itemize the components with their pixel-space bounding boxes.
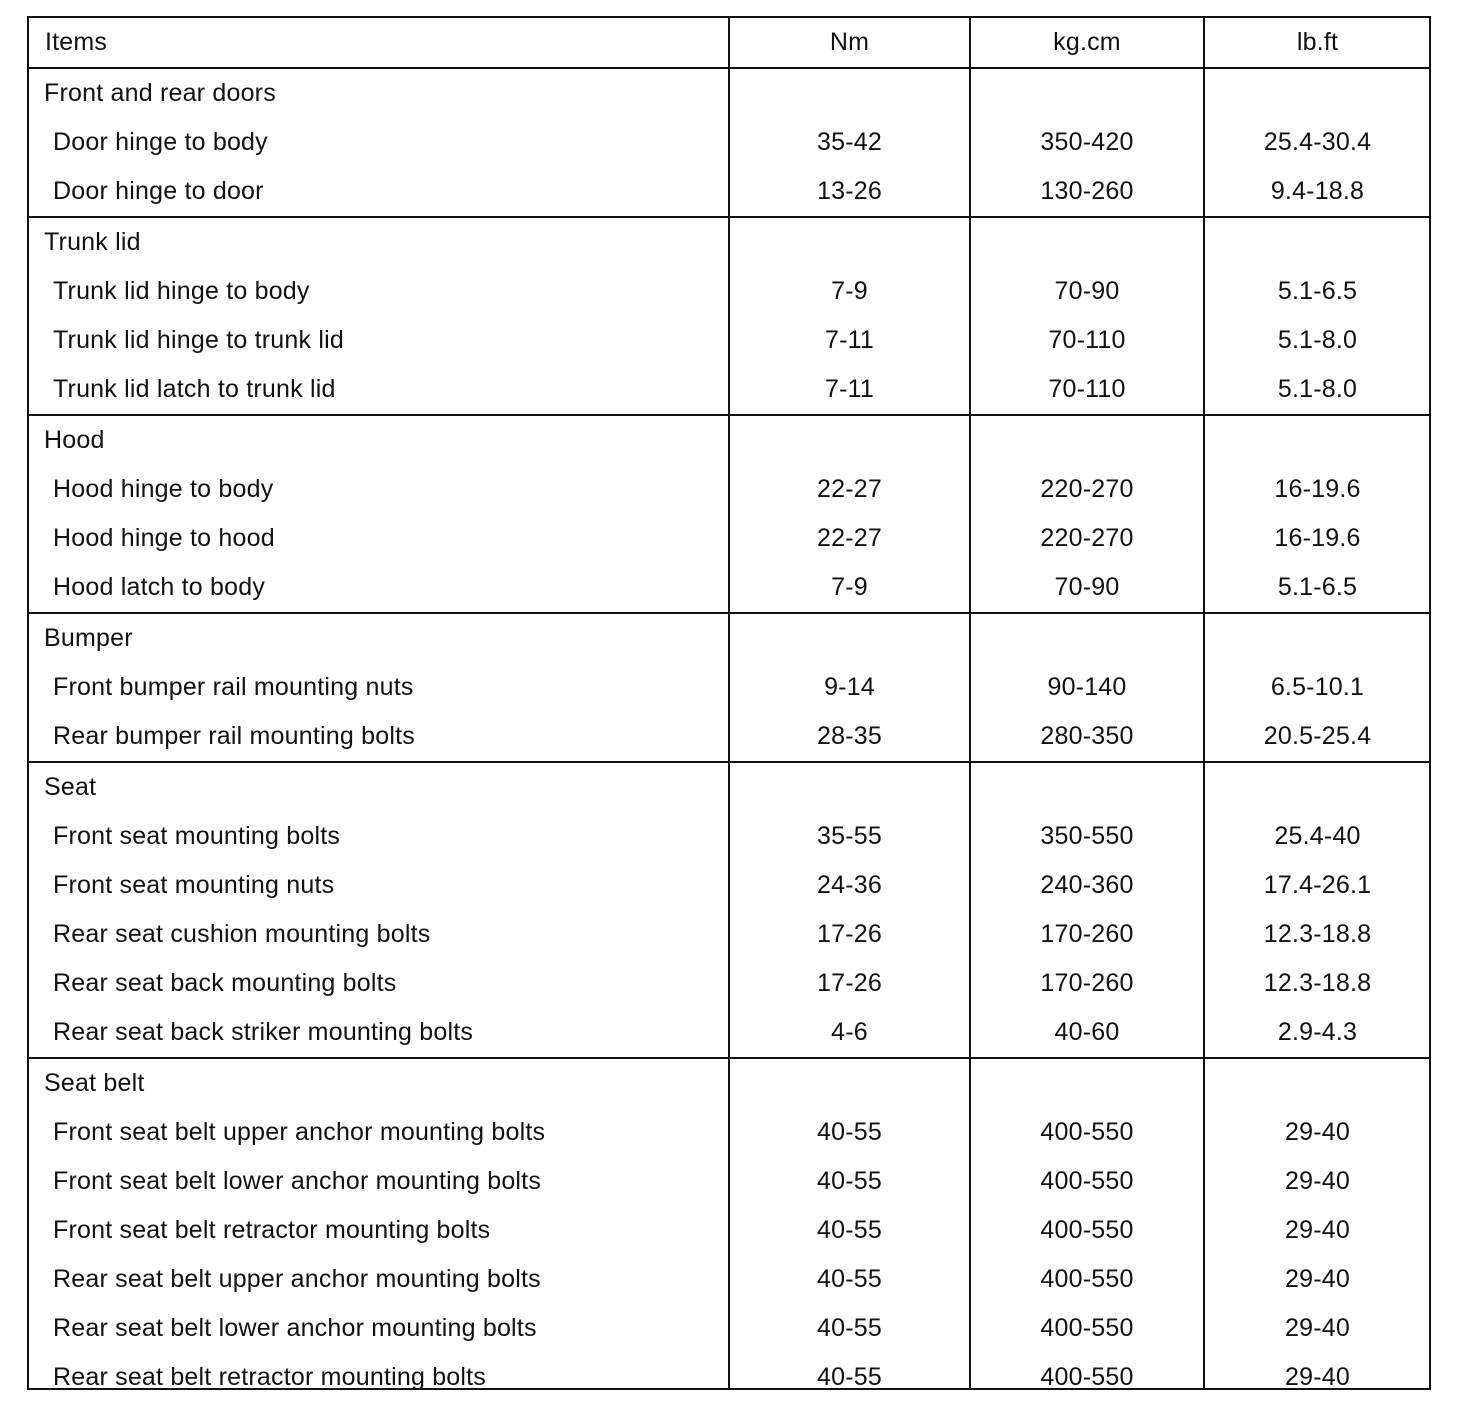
value-kgcm: 240-360 — [1040, 871, 1134, 899]
value-nm: 7-9 — [831, 573, 868, 601]
value-lbft: 6.5-10.1 — [1270, 673, 1365, 701]
value-lbft: 25.4-40 — [1274, 822, 1361, 850]
value-lbft: 5.1-8.0 — [1277, 326, 1358, 354]
group-title: Bumper — [44, 624, 133, 652]
value-lbft: 5.1-8.0 — [1277, 375, 1358, 403]
value-kgcm: 220-270 — [1040, 524, 1134, 552]
header-kgcm: kg.cm — [1053, 28, 1121, 56]
value-nm: 22-27 — [817, 475, 882, 503]
header-lbft: lb.ft — [1296, 28, 1339, 56]
value-kgcm: 90-140 — [1047, 673, 1127, 701]
item-label: Rear seat belt upper anchor mounting bolts — [53, 1265, 541, 1293]
column-divider-lbft — [1203, 18, 1205, 1388]
value-lbft: 29-40 — [1285, 1167, 1350, 1195]
value-kgcm: 170-260 — [1040, 969, 1134, 997]
value-kgcm: 70-90 — [1054, 573, 1120, 601]
value-nm: 9-14 — [824, 673, 875, 701]
value-lbft: 16-19.6 — [1274, 524, 1361, 552]
value-lbft: 12.3-18.8 — [1263, 920, 1372, 948]
value-lbft: 20.5-25.4 — [1263, 722, 1372, 750]
value-kgcm: 70-110 — [1048, 326, 1126, 354]
row-divider — [29, 761, 1429, 763]
value-kgcm: 400-550 — [1040, 1167, 1134, 1195]
group-title: Hood — [44, 426, 105, 454]
value-nm: 40-55 — [817, 1216, 882, 1244]
value-kgcm: 40-60 — [1054, 1018, 1120, 1046]
item-label: Rear seat belt retractor mounting bolts — [53, 1363, 487, 1391]
value-kgcm: 220-270 — [1040, 475, 1134, 503]
value-kgcm: 130-260 — [1040, 177, 1134, 205]
value-nm: 22-27 — [817, 524, 882, 552]
value-nm: 35-55 — [817, 822, 882, 850]
item-label: Trunk lid hinge to trunk lid — [53, 326, 344, 354]
value-kgcm: 70-110 — [1048, 375, 1126, 403]
row-divider — [29, 612, 1429, 614]
group-title: Trunk lid — [44, 228, 141, 256]
item-label: Front seat belt upper anchor mounting bolts — [53, 1118, 546, 1146]
row-divider — [29, 216, 1429, 218]
value-nm: 40-55 — [817, 1118, 882, 1146]
value-nm: 7-11 — [825, 326, 874, 354]
item-label: Trunk lid latch to trunk lid — [53, 375, 336, 403]
value-nm: 24-36 — [817, 871, 882, 899]
value-nm: 17-26 — [817, 969, 882, 997]
value-lbft: 9.4-18.8 — [1270, 177, 1365, 205]
item-label: Trunk lid hinge to body — [53, 277, 310, 305]
header-items: Items — [45, 28, 108, 56]
value-lbft: 29-40 — [1285, 1265, 1350, 1293]
value-lbft: 25.4-30.4 — [1263, 128, 1372, 156]
value-kgcm: 400-550 — [1040, 1118, 1134, 1146]
item-label: Rear seat belt lower anchor mounting bolts — [53, 1314, 537, 1342]
group-title: Front and rear doors — [44, 79, 276, 107]
item-label: Front seat mounting bolts — [53, 822, 341, 850]
group-title: Seat belt — [44, 1069, 145, 1097]
value-lbft: 29-40 — [1285, 1118, 1350, 1146]
value-kgcm: 280-350 — [1040, 722, 1134, 750]
value-lbft: 29-40 — [1285, 1314, 1350, 1342]
value-nm: 40-55 — [817, 1314, 882, 1342]
group-title: Seat — [44, 773, 97, 801]
value-lbft: 5.1-6.5 — [1277, 277, 1358, 305]
item-label: Rear seat back mounting bolts — [53, 969, 397, 997]
value-lbft: 2.9-4.3 — [1277, 1018, 1358, 1046]
item-label: Front seat belt retractor mounting bolts — [53, 1216, 491, 1244]
item-label: Front seat mounting nuts — [53, 871, 335, 899]
column-divider-nm — [728, 18, 730, 1388]
item-label: Door hinge to door — [53, 177, 264, 205]
value-nm: 13-26 — [817, 177, 882, 205]
value-kgcm: 400-550 — [1040, 1314, 1134, 1342]
value-nm: 40-55 — [817, 1167, 882, 1195]
value-lbft: 29-40 — [1285, 1363, 1350, 1391]
header-nm: Nm — [829, 28, 870, 56]
value-kgcm: 350-550 — [1040, 822, 1134, 850]
value-nm: 17-26 — [817, 920, 882, 948]
item-label: Front bumper rail mounting nuts — [53, 673, 414, 701]
value-kgcm: 400-550 — [1040, 1363, 1134, 1391]
row-divider — [29, 1057, 1429, 1059]
torque-spec-table — [27, 16, 1431, 1390]
value-lbft: 5.1-6.5 — [1277, 573, 1358, 601]
row-divider — [29, 414, 1429, 416]
value-kgcm: 170-260 — [1040, 920, 1134, 948]
column-divider-kgcm — [969, 18, 971, 1388]
item-label: Rear seat back striker mounting bolts — [53, 1018, 474, 1046]
value-kgcm: 70-90 — [1054, 277, 1120, 305]
item-label: Hood latch to body — [53, 573, 266, 601]
item-label: Rear bumper rail mounting bolts — [53, 722, 415, 750]
value-nm: 40-55 — [817, 1265, 882, 1293]
value-kgcm: 350-420 — [1040, 128, 1134, 156]
value-kgcm: 400-550 — [1040, 1216, 1134, 1244]
value-kgcm: 400-550 — [1040, 1265, 1134, 1293]
item-label: Hood hinge to hood — [53, 524, 275, 552]
item-label: Rear seat cushion mounting bolts — [53, 920, 431, 948]
item-label: Hood hinge to body — [53, 475, 274, 503]
value-lbft: 16-19.6 — [1274, 475, 1361, 503]
value-lbft: 29-40 — [1285, 1216, 1350, 1244]
value-lbft: 12.3-18.8 — [1263, 969, 1372, 997]
item-label: Front seat belt lower anchor mounting bolts — [53, 1167, 542, 1195]
value-lbft: 17.4-26.1 — [1263, 871, 1372, 899]
value-nm: 28-35 — [817, 722, 882, 750]
value-nm: 40-55 — [817, 1363, 882, 1391]
row-divider — [29, 67, 1429, 69]
value-nm: 35-42 — [817, 128, 882, 156]
value-nm: 4-6 — [831, 1018, 868, 1046]
item-label: Door hinge to body — [53, 128, 268, 156]
value-nm: 7-11 — [825, 375, 874, 403]
value-nm: 7-9 — [831, 277, 868, 305]
